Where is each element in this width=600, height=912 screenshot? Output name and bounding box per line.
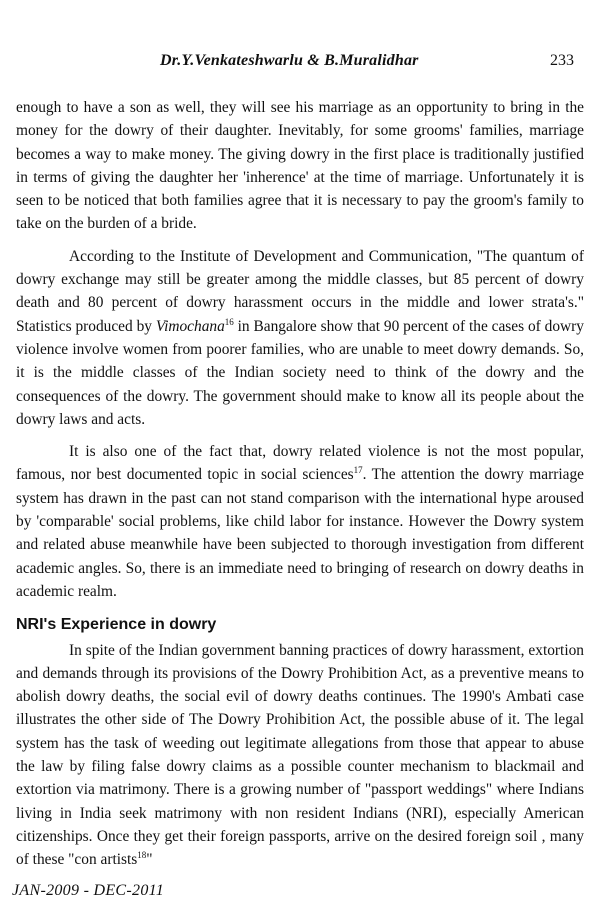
paragraph-4 (16, 639, 584, 872)
vimochana-name: Vimochana (155, 317, 225, 335)
footnote-ref-18: 18 (137, 850, 147, 861)
footnote-ref-16: 16 (224, 316, 234, 327)
footer-date-range: JAN-2009 - DEC-2011 (12, 882, 165, 899)
section-heading: NRI's Experience in dowry (16, 616, 217, 634)
paragraph-1: enough to have a son as well, they will see his marriage as an opportunity to bring in the money for the dowry of their daughter. Inevitably, for some grooms' families, marriage becomes a way to make money. The giving dowry in the first place is traditionally justified in terms of giving the daughter her 'inherence' at the time of marriage. Unfortunately it is seen to be noticed that both families agree that it is necessary to pay the groom's family to take on the burden of a bride. (16, 99, 584, 233)
paragraph-3-text-b: . The attention the dowry marriage system has drawn in the past can not stand comparison with the international hype aroused by 'comparable' social problems, like child labor for instance. However the Dowry system and related abuse meanwhile have been subjected to thorough investigation from different academic angles. So, there is an immediate need to bringing of research on dowry deaths in academic realm. (16, 466, 584, 600)
paragraph-4-text-a: In spite of the Indian government banning practices of dowry harassment, extortion and demands through its provisions of the Dowry Prohibition Act, as a preventive means to abolish dowry deaths, the social evil of dowry deaths continues. The 1990's Ambati case illustrates the other side of The Dowry Prohibition Act, the possible abuse of it. The legal system has the task of weeding out legitimate allegations from those that appear to abuse the law by filing false dowry claims as a possible counter mechanism to blackmail and extortion via matrimony. There is a growing number of "passport weddings" where Indians living in India seek matrimony with non resident Indians (NRI), especially American citizenships. Once they get their foreign passports, arrive on the desired foreign soil , many of these "con artists (16, 641, 584, 869)
paragraph-2-text-b: in Bangalore show that 90 percent of the cases of dowry violence involve women from poorer families, who are unable to meet dowry demands. So, it is the middle classes of the Indian society need to think of the dowry and the consequences of the dowry. The government should make to know all its people about the dowry laws and acts. (16, 317, 584, 428)
running-header (0, 52, 600, 74)
paragraph-4-text-b: " (146, 851, 153, 869)
paragraph-3-text-a: It is also one of the fact that, dowry related violence is not the most popular, famous, nor best documented topic in social sciences (16, 443, 584, 484)
article-body (16, 96, 584, 872)
header-authors: Dr.Y.Venkateshwarlu & B.Muralidhar (160, 52, 419, 69)
paragraph-2-text-a: According to the Institute of Development and Communication, "The quantum of dowry exchange may still be greater among the middle classes, but 85 percent of dowry death and 80 percent of dowry harassment occurs in the middle and lower strata's." Statistics produced by (16, 247, 584, 335)
paragraph-3 (16, 440, 584, 603)
footnote-ref-17: 17 (353, 465, 363, 476)
paragraph-2 (16, 245, 584, 431)
page-number: 233 (550, 52, 574, 69)
